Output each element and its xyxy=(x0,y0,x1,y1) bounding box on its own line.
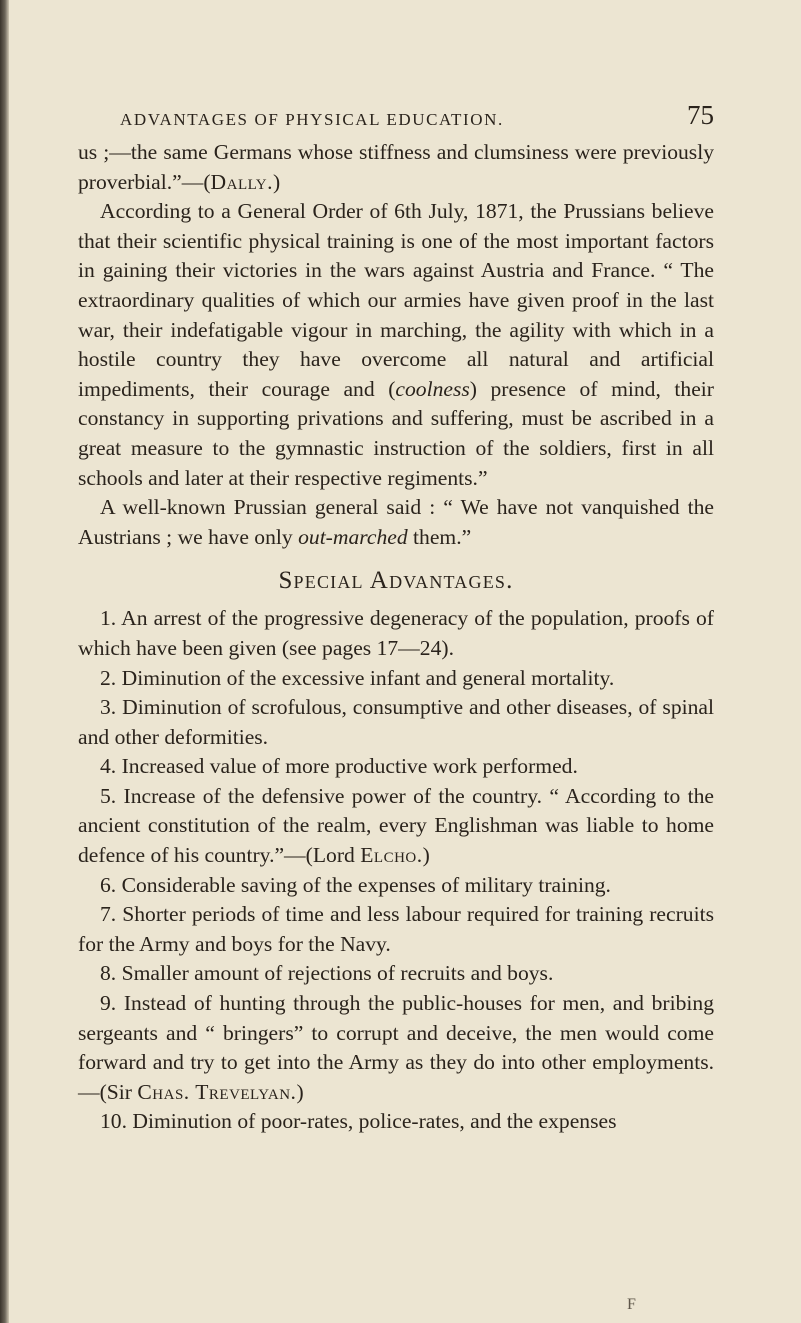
author-citation: Dally. xyxy=(210,169,273,194)
list-item-9: 9. Instead of hunting through the public-houses for men, and bribing sergeants and “ bringers” to corrupt and deceive, the men would come forward and try to get into the Army as they do into other employments.—(Sir Chas. Trevelyan.) xyxy=(78,991,714,1104)
list-item-8: 8. Smaller amount of rejections of recruits and boys. xyxy=(100,961,554,986)
list-item-10: 10. Diminution of poor-rates, police-rates, and the expenses xyxy=(100,1109,617,1134)
body-text xyxy=(78,138,714,1137)
page-number: 75 xyxy=(687,100,714,130)
list-item-6: 6. Considerable saving of the expenses of military training. xyxy=(100,872,611,897)
book-page xyxy=(78,96,714,1137)
list-item-1: 1. An arrest of the progressive degeneracy of the population, proofs of which have been given (see pages 17—24). xyxy=(78,606,714,660)
italic-word: coolness xyxy=(395,376,470,401)
list-item-4: 4. Increased value of more productive work performed. xyxy=(100,754,578,779)
list-item-2: 2. Diminution of the excessive infant and general mortality. xyxy=(100,665,615,690)
author-citation: Elcho. xyxy=(360,843,423,868)
page-binding-edge xyxy=(0,0,9,1323)
signature-mark: F xyxy=(627,1296,636,1313)
list-item-3: 3. Diminution of scrofulous, consumptive and other diseases, of spinal and other deformities. xyxy=(78,695,714,749)
paragraph-1: us ;—the same Germans whose stiffness and clumsiness were previously proverbial.”—(Dally.) xyxy=(78,140,714,194)
list-item-7: 7. Shorter periods of time and less labour required for training recruits for the Army and boys for the Navy. xyxy=(78,902,714,956)
page-header xyxy=(78,96,714,136)
author-citation: Chas. Trevelyan. xyxy=(137,1079,297,1104)
paragraph-2: According to a General Order of 6th July, 1871, the Prussians believe that their scientific physical training is one of the most important factors in gaining their victories in the wars against Austria and France. “ The extraordinary qualities of which our armies have given proof in the last war, their indefatigable vigour in marching, the agility with which in a hostile country they have overcome all natural and artificial impediments, their courage and (coolness) presence of mind, their constancy in supporting privations and suffering, must be ascribed in a great measure to the gymnastic instruction of the soldiers, first in all schools and later at their respective regiments.” xyxy=(78,199,714,490)
list-item-5: 5. Increase of the defensive power of the country. “ According to the ancient constitution of the realm, every Englishman was liable to home defence of his country.”—(Lord Elcho.) xyxy=(78,783,714,868)
section-heading: Special Advantages. xyxy=(278,567,514,595)
italic-word: out-marched xyxy=(298,524,408,549)
paragraph-3: A well-known Prussian general said : “ We have not vanquished the Austrians ; we have only out-marched them.” xyxy=(78,495,714,549)
running-title: ADVANTAGES OF PHYSICAL EDUCATION. xyxy=(120,110,504,129)
